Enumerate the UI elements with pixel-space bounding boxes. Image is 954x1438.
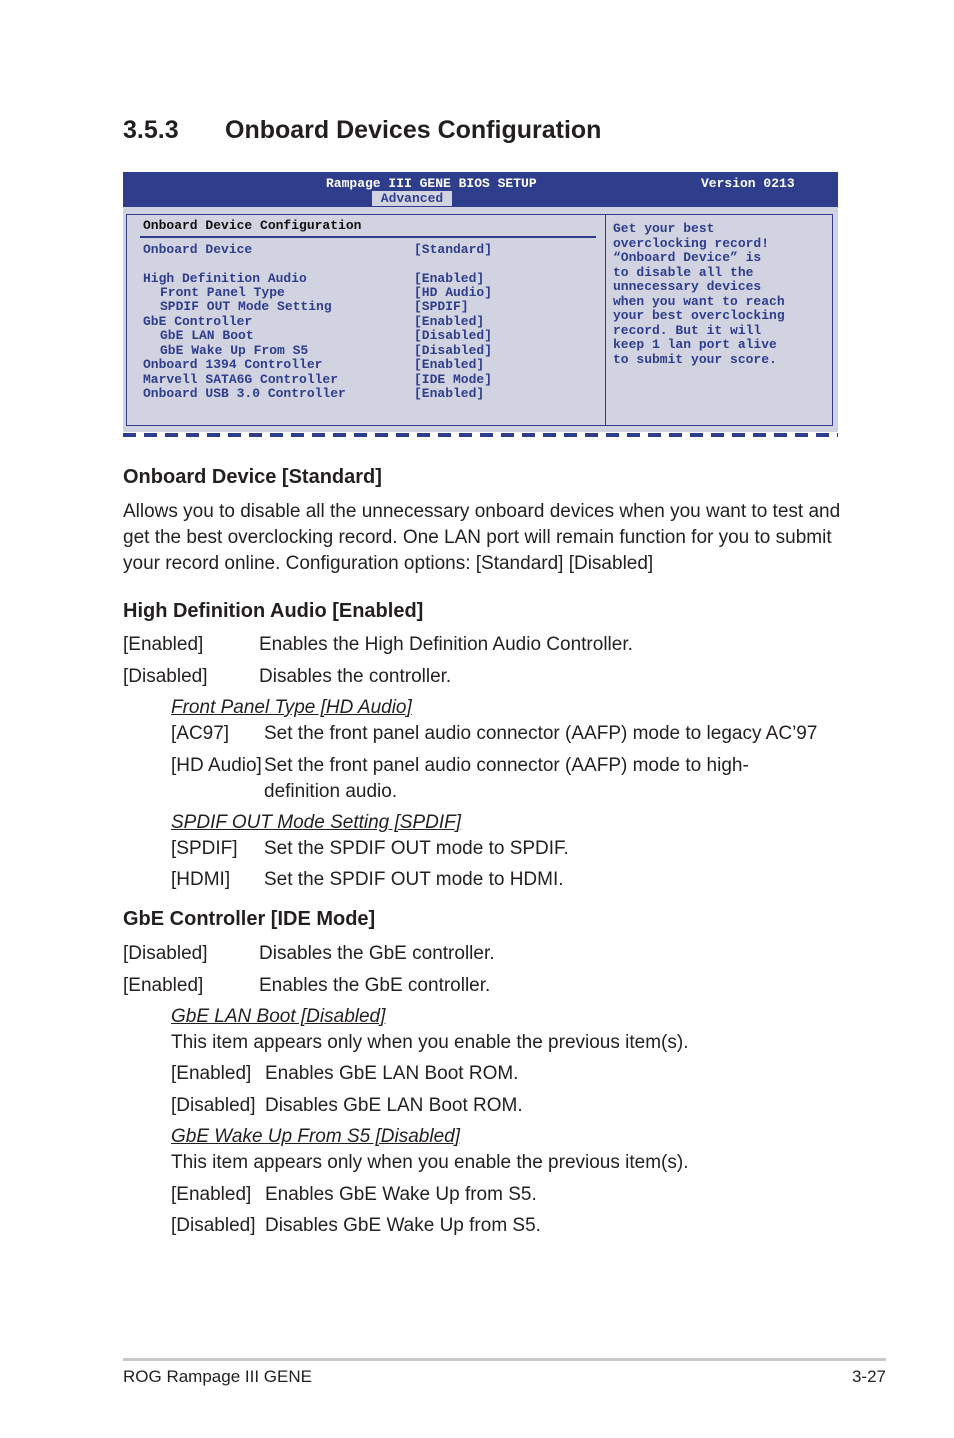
option-desc: Set the front panel audio connector (AAFP) mode to high-: [264, 755, 749, 776]
bios-body: [123, 207, 838, 432]
heading-gbe-controller: GbE Controller [IDE Mode]: [123, 908, 376, 930]
subitem-note: This item appears only when you enable the previous item(s).: [171, 1032, 689, 1053]
subitem-spdif-out-mode: SPDIF OUT Mode Setting [SPDIF]: [171, 812, 462, 833]
option-desc: Set the front panel audio connector (AAFP) mode to legacy AC’97: [264, 723, 818, 744]
option-key: [SPDIF]: [171, 838, 238, 859]
option-desc: Disables GbE Wake Up from S5.: [265, 1215, 541, 1236]
option-desc: Enables GbE LAN Boot ROM.: [265, 1063, 519, 1084]
bios-item-value: [HD Audio]: [414, 285, 493, 300]
bios-tab-advanced[interactable]: Advanced: [372, 191, 452, 206]
bios-item-name: Front Panel Type: [160, 285, 285, 300]
bios-item-name: Marvell SATA6G Controller: [143, 372, 339, 387]
subitem-front-panel-type: Front Panel Type [HD Audio]: [171, 697, 412, 718]
subitem-note: This item appears only when you enable the previous item(s).: [171, 1152, 689, 1173]
bios-version: Version 0213: [701, 176, 795, 191]
bios-item-value: [Enabled]: [414, 271, 485, 286]
bios-title: Rampage III GENE BIOS SETUP: [326, 176, 537, 191]
bios-item-value: [Enabled]: [414, 386, 485, 401]
option-desc: Disables the GbE controller.: [259, 943, 495, 964]
option-key: [Enabled]: [123, 634, 204, 655]
option-desc: Set the SPDIF OUT mode to HDMI.: [264, 869, 564, 890]
bios-item-name: Onboard USB 3.0 Controller: [143, 386, 346, 401]
bios-dashed-border: [123, 433, 838, 437]
option-desc-continued: definition audio.: [264, 781, 398, 802]
bios-item-name: GbE Wake Up From S5: [160, 343, 309, 358]
section-title: Onboard Devices Configuration: [225, 116, 602, 144]
option-key: [Enabled]: [171, 1063, 252, 1084]
bios-item-name: Onboard 1394 Controller: [143, 357, 323, 372]
bios-header: [123, 172, 838, 207]
bios-item-name: GbE Controller: [143, 314, 253, 329]
bios-item-value: [Enabled]: [414, 357, 485, 372]
option-key: [Enabled]: [123, 975, 204, 996]
option-key: [Disabled]: [123, 666, 208, 687]
bios-item-value: [Enabled]: [414, 314, 485, 329]
option-key: [Enabled]: [171, 1184, 252, 1205]
option-desc: Disables GbE LAN Boot ROM.: [265, 1095, 523, 1116]
heading-hd-audio: High Definition Audio [Enabled]: [123, 600, 424, 622]
bios-panel-divider: [605, 215, 606, 425]
bios-section-underline: [140, 236, 596, 238]
bios-item-name: High Definition Audio: [143, 271, 307, 286]
bios-item-name: Onboard Device: [143, 242, 253, 257]
footer-page-number: 3-27: [851, 1367, 886, 1386]
option-key: [Disabled]: [171, 1215, 256, 1236]
bios-item-name: SPDIF OUT Mode Setting: [160, 299, 332, 314]
option-desc: Enables GbE Wake Up from S5.: [265, 1184, 537, 1205]
bios-screenshot: [123, 172, 838, 440]
option-key: [Disabled]: [123, 943, 208, 964]
bios-item-value: [Disabled]: [414, 343, 493, 358]
option-key: [HDMI]: [171, 869, 231, 890]
subitem-gbe-lan-boot: GbE LAN Boot [Disabled]: [171, 1006, 386, 1027]
bios-item-value: [Standard]: [414, 242, 493, 257]
bios-item-value: [IDE Mode]: [414, 372, 493, 387]
heading-onboard-device: Onboard Device [Standard]: [123, 466, 382, 488]
bios-item-value: [Disabled]: [414, 328, 493, 343]
footer-rule: [123, 1358, 886, 1361]
option-desc: Disables the controller.: [259, 666, 452, 687]
bios-help-text: Get your best overclocking record! “Onboard Device” is to disable all the unnecessary devices when you want to reach your best overclocking record. But it will keep 1 lan port alive to submit your score.: [613, 221, 785, 367]
bios-item-value: [SPDIF]: [414, 299, 469, 314]
bios-frame: [126, 214, 833, 426]
page-title: [123, 116, 601, 145]
option-key: [Disabled]: [171, 1095, 256, 1116]
bios-section-header: Onboard Device Configuration: [143, 218, 362, 233]
option-desc: Set the SPDIF OUT mode to SPDIF.: [264, 838, 569, 859]
paragraph-onboard-device: Allows you to disable all the unnecessary onboard devices when you want to test and get the best overclocking record. One LAN port will remain function for you to submit your record online. Configuration options: [Standard] [Disabled]: [123, 501, 841, 574]
option-desc: Enables the GbE controller.: [259, 975, 491, 996]
subitem-gbe-wake-up: GbE Wake Up From S5 [Disabled]: [171, 1126, 460, 1147]
option-desc: Enables the High Definition Audio Controller.: [259, 634, 633, 655]
section-number: 3.5.3: [123, 116, 179, 144]
footer-product-name: ROG Rampage III GENE: [123, 1367, 312, 1386]
bios-item-name: GbE LAN Boot: [160, 328, 254, 343]
option-key: [HD Audio]: [171, 755, 262, 776]
option-key: [AC97]: [171, 723, 230, 744]
